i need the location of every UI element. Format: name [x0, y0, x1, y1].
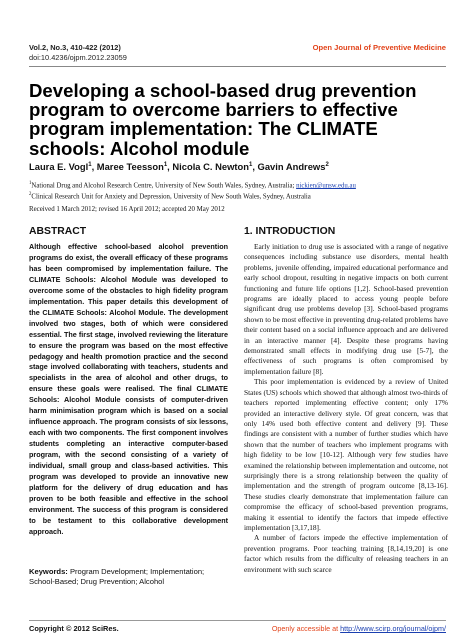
author-list: [29, 161, 329, 172]
author-name: Maree Teesson: [96, 161, 164, 172]
open-access-note: [272, 624, 446, 633]
access-prefix: Openly accessible at: [271, 624, 341, 633]
keywords-list: Program Development; Implementation; School-Based; Drug Prevention; Alcohol: [29, 567, 205, 587]
affiliation-2: [29, 191, 356, 202]
copyright: Copyright © 2012 SciRes.: [29, 624, 119, 633]
intro-paragraph-1: Early initiation to drug use is associated with a range of negative consequences including substance use disorders, mental health problems, juvenile offending, impaired educational performance and early school dropout, resulting in negative impacts on both current functioning and future life options [1,2]. School-based prevention programs are ideally placed to access young people before significant drug use problems develop [3]. School-based programs shown to be most effective in preventing drug-related problems have their content based on a social influence approach and are delivered in an interactive manner [4]. Despite these programs having demonstrated small effects in modifying drug use [5-7], the effectiveness of such programs is often compromised by implementation failure [8].: [244, 242, 448, 376]
author-affil-mark: 1: [163, 161, 168, 168]
author-affil-mark: 1: [248, 161, 253, 168]
introduction-heading: 1. INTRODUCTION: [244, 226, 336, 237]
author-separator: ,: [252, 161, 258, 172]
affiliation-1: [29, 180, 356, 191]
abstract-text: Although effective school-based alcohol prevention programs do exist, the overall efficacy of these programs has been compromised by implementation failure. The CLIMATE Schools: Alcohol Module was developed to overcome some of the obstacles to high fidelity program implementation. This paper details this development of the CLIMATE Schools: Alcohol Module. The development involved two stages, both of which were considered essential. The first stage, involved reviewing the literature to ensure the program was based on the most effective pedagogy and health promotion practice and the second stage involved collaborating with teachers, students and specialists in the area of alcohol and other drugs, to ensure these goals were realised. The final CLIMATE Schools: Alcohol Module consists of computer-driven harm minimisation program which is based on a social influence approach. The program consists of six lessons, each with two components. The first component involves students completing an interactive computer-based program, with the second consisting of a variety of individual, small group and class-based activities. This program was developed to provide an innovative new platform for the delivery of drug education and has proven to be both feasible and effective in the school environment. The success of this program is considered to be testament to this collaborative development approach.: [29, 242, 228, 536]
affiliations: [29, 180, 356, 202]
author-name: Laura E. Vogl: [29, 161, 89, 172]
author-name: Nicola C. Newton: [172, 161, 249, 172]
affil-number: 2: [29, 192, 32, 198]
journal-citation: [29, 43, 127, 62]
author-separator: ,: [167, 161, 173, 172]
author-affil-mark: 1: [88, 161, 92, 168]
footer-rule: [29, 620, 446, 621]
introduction-body: [244, 242, 448, 575]
abstract-heading: ABSTRACT: [29, 226, 87, 237]
intro-paragraph-3: A number of factors impede the effective implementation of prevention programs. Poor teaching training [8,14,19,20] is one factor which results from the difficulty of releasing teachers in an environment with such scarce: [244, 533, 448, 574]
keywords: [29, 567, 228, 588]
volume-info: Vol.2, No.3, 410-422 (2012): [29, 43, 121, 52]
doi: doi:10.4236/ojpm.2012.23059: [29, 52, 127, 62]
affil-text: National Drug and Alcohol Research Centre, University of New South Wales, Sydney, Australia;: [31, 182, 297, 190]
affil-text: Clinical Research Unit for Anxiety and Depression, University of New South Wales, Sydney, Australia: [31, 193, 311, 201]
keywords-label: Keywords:: [29, 567, 68, 576]
journal-name: Open Journal of Preventive Medicine: [312, 43, 446, 52]
intro-paragraph-2: This poor implementation is evidenced by a review of United States (US) schools which showed that although almost two-thirds of teachers reported implementing effective content; only 17% provided an interactive delivery style. Of great concern, was that only 14% used both effective content and delivery [9]. These findings are consistent with a number of further studies which have shown that the number of teachers who implement programs with high fidelity to be low [10-12]. Although very few studies have examined the relationship between implementation and outcome, not surprisingly there is a strong relationship between the quality of implementation and the strength of program outcome [8,13-16]. These studies clearly demonstrate that implementation failure can compromise the efficacy of school-based prevention programs, making it essential to identify the factors that impede effective implementation [3,17,18].: [244, 377, 448, 532]
paper-title: Developing a school-based drug prevention program to overcome barriers to effective program implementation: The CLIMATE schools: Alcohol module: [29, 80, 417, 159]
author-name: Gavin Andrews: [257, 161, 326, 172]
journal-url-link[interactable]: http://www.scirp.org/journal/ojpm/: [340, 624, 446, 633]
received-dates: Received 1 March 2012; revised 16 April 2012; accepted 20 May 2012: [29, 206, 225, 213]
header-rule: [29, 66, 446, 67]
affil-number: 1: [29, 181, 32, 186]
author-separator: ,: [91, 161, 97, 172]
author-affil-mark: 2: [325, 161, 329, 168]
email-link[interactable]: nickien@unsw.edu.au: [296, 182, 356, 190]
